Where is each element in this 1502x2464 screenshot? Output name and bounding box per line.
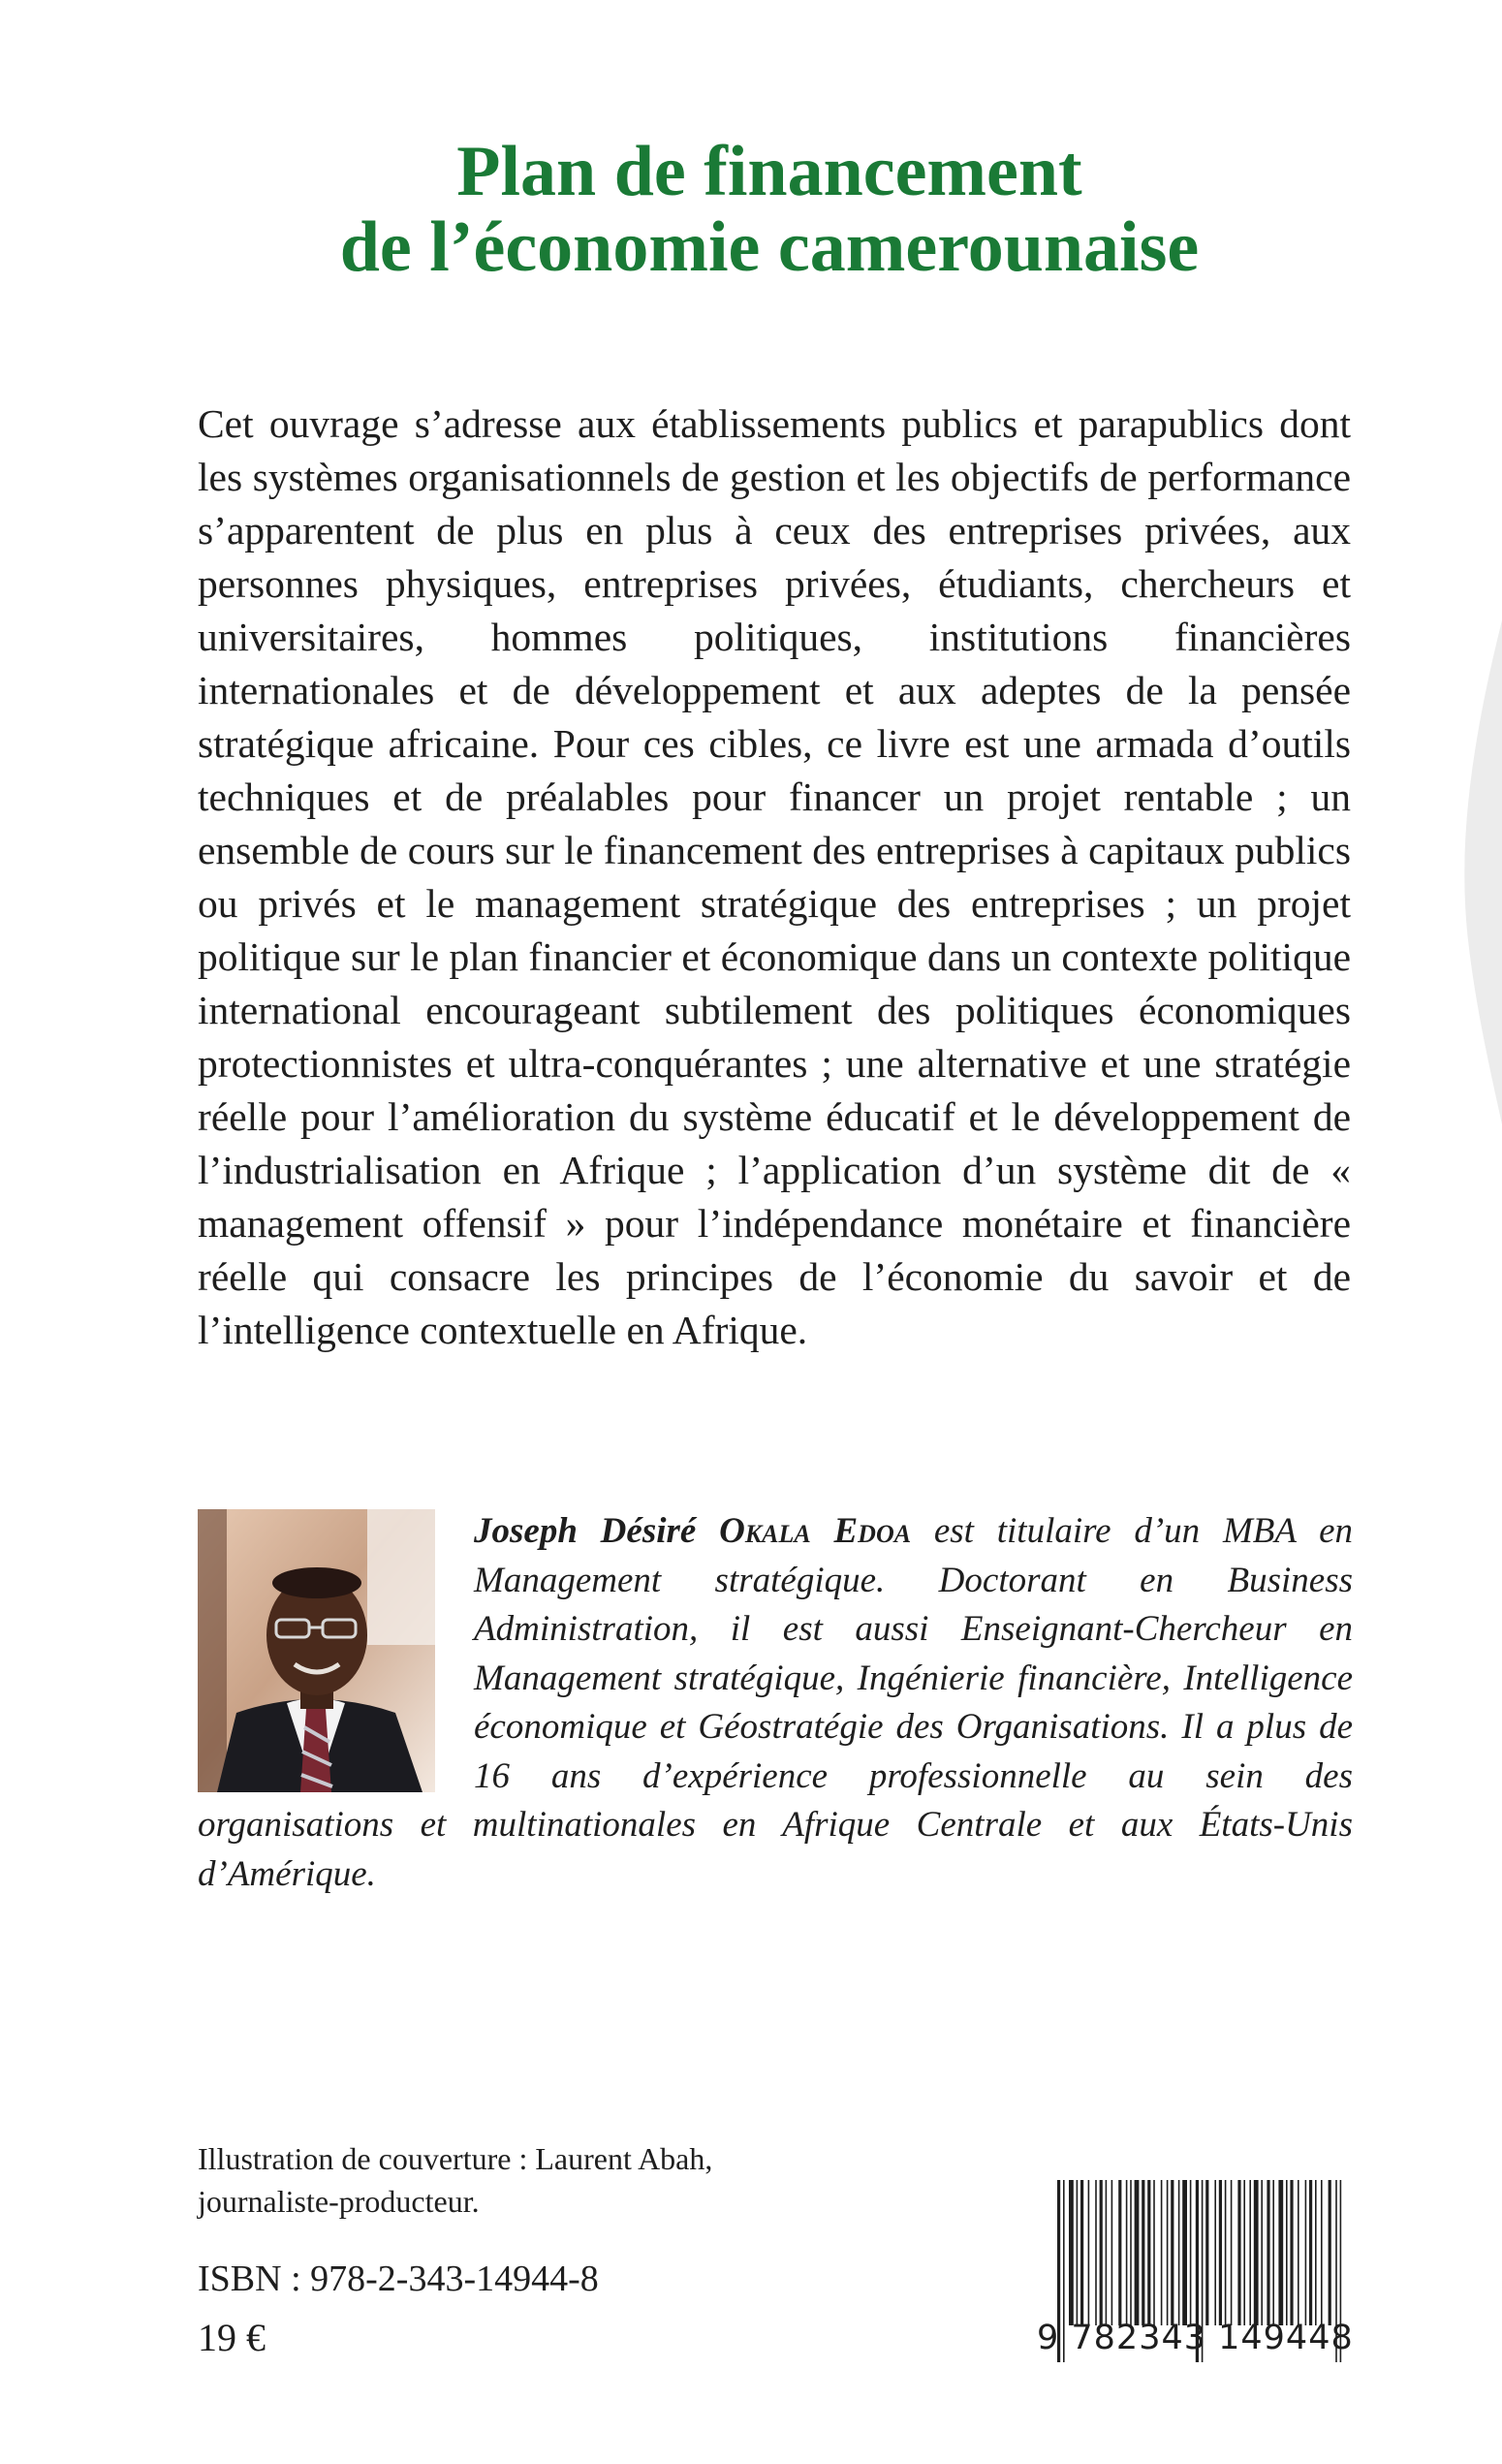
author-first-names: Joseph Désiré [474,1511,720,1551]
price: 19 € [198,2316,266,2359]
book-title [0,134,1502,285]
isbn: ISBN : 978-2-343-14944-8 [198,2259,599,2299]
cover-edge-decoration [1458,620,1502,1124]
author-bio-text: est titulaire d’un MBA en Management stratégique. Doctorant en Business Administration, il est aussi Enseignant-Chercheur en Management stratégique, Ingénierie financière, Intelligence économique et Géostratégie des Organisations. Il a plus de 16 ans d’expérience professionnelle au sein des organisations et multinationales en Afrique Centrale et aux États-Unis d’Amérique. [198,1511,1354,1894]
credit-line-1: Illustration de couverture : Laurent Abah, [198,2141,713,2176]
title-line-1: Plan de financement [456,132,1082,211]
author-photo [198,1509,435,1792]
title-line-2: de l’économie camerounaise [339,207,1200,287]
cover-illustration-credit [198,2137,712,2223]
book-blurb: Cet ouvrage s’adresse aux établissements publics et parapublics dont les systèmes organisationnels de gestion et les objectifs de performance s’apparentent de plus en plus à ceux des entreprises privées, aux personnes physiques, entreprises privées, étudiants, chercheurs et universitaires, hommes politiques, institutions financières internationales et de développement et aux adeptes de la pensée stratégique africaine. Pour ces cibles, ce livre est une armada d’outils techniques et de préalables pour financer un projet rentable ; un ensemble de cours sur le financement des entreprises à capitaux publics ou privés et le management stratégique des entreprises ; un projet politique sur le plan financier et économique dans un contexte politique international encourageant subtilement des politiques économiques protectionnistes et ultra-conquérantes ; une alternative et une stratégie réelle pour l’amélioration du système éducatif et le développement de l’industrialisation en Afrique ; l’application d’un système dit de « management offensif » pour l’indépendance monétaire et financière réelle qui consacre les principes de l’économie du savoir et de l’intelligence contextuelle en Afrique. [198,401,1351,1352]
barcode-digits: 9 782343 149448 [1037,2319,1354,2357]
author-bio [198,1507,1353,1899]
credit-line-2: journaliste-producteur. [198,2184,480,2219]
author-surname: Okala Edoa [719,1511,912,1551]
